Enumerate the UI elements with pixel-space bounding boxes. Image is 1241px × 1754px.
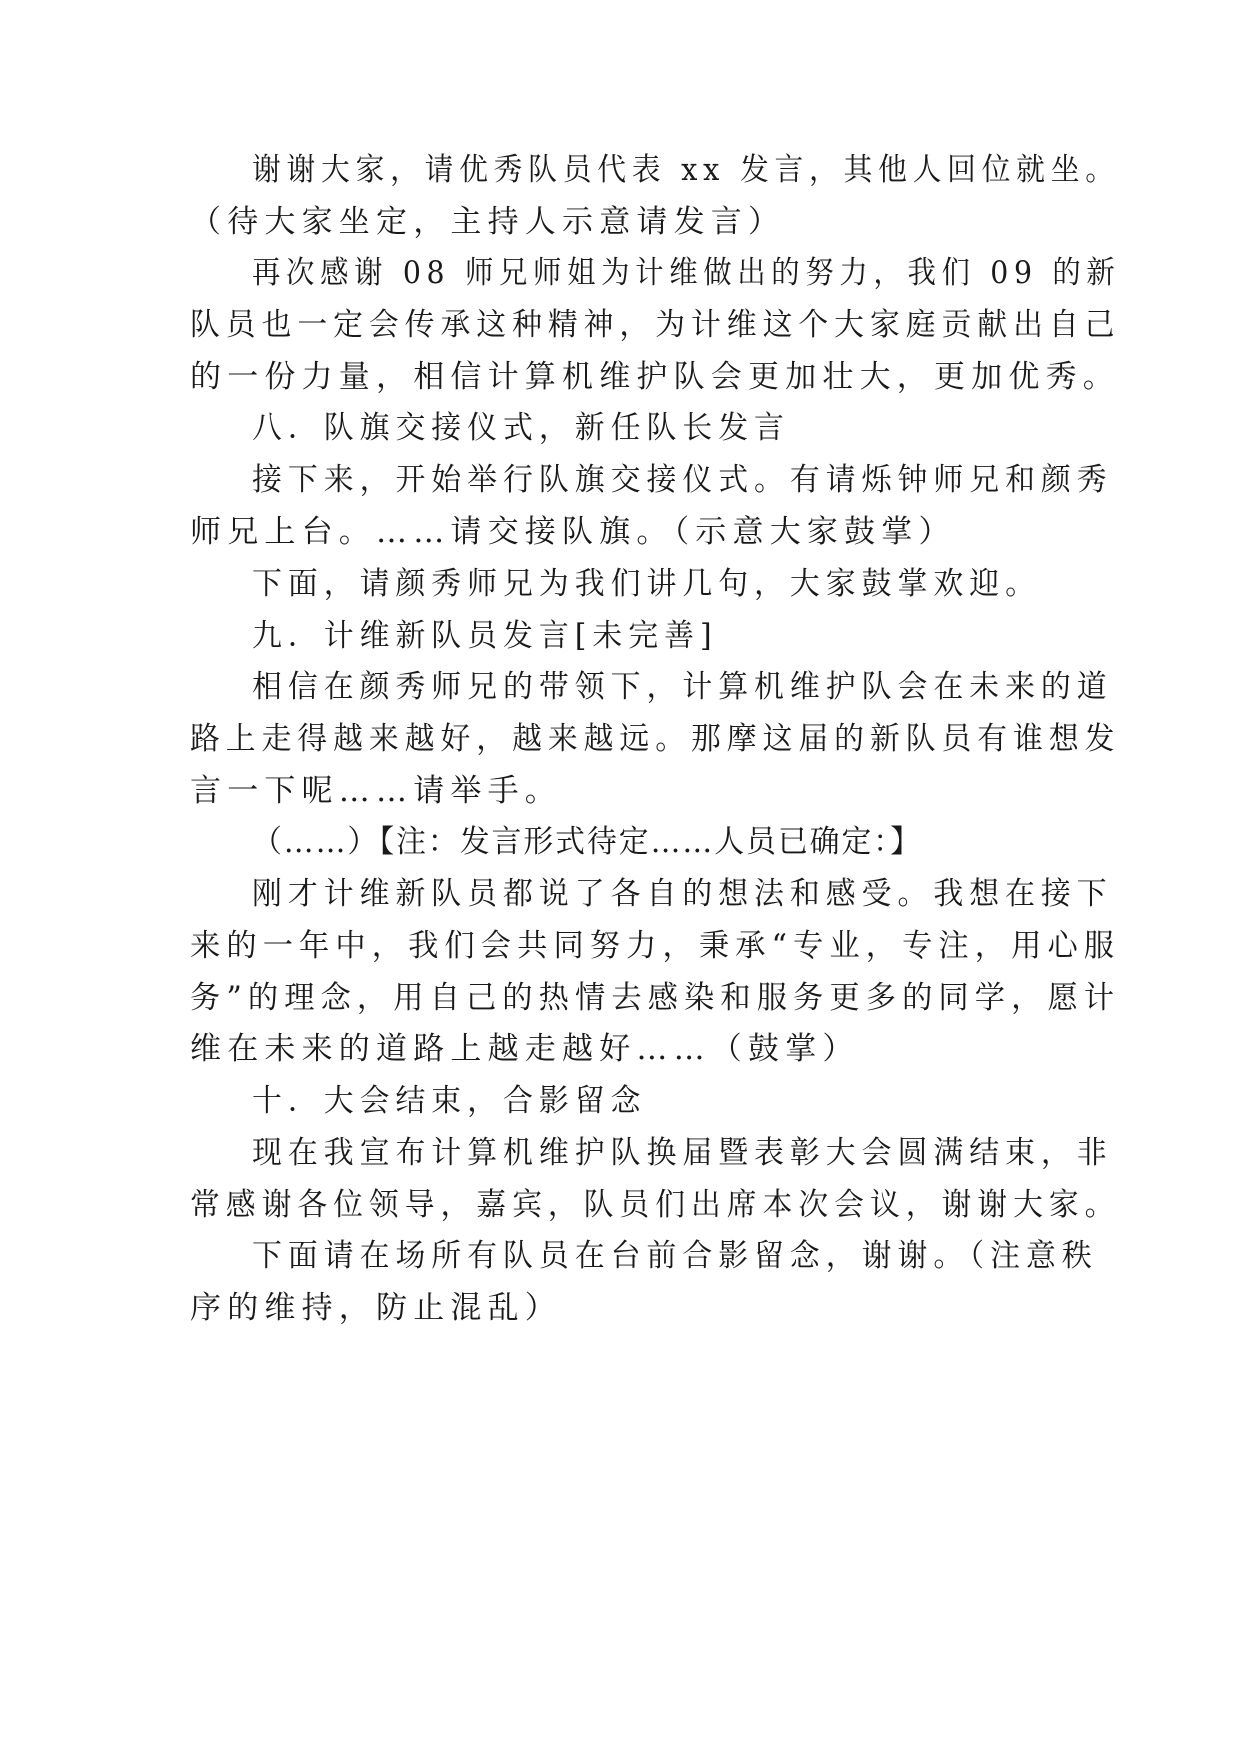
- paragraph-line: 言一下呢……请举手。: [190, 773, 562, 809]
- paragraph-line: 相信在颜秀师兄的带领下，计算机维护队会在未来的道: [252, 669, 1113, 705]
- paragraph-line: 下面请在场所有队员在台前合影留念，谢谢。（注意秩: [252, 1238, 1098, 1274]
- paragraph-line: 维在未来的道路上越走越好……（鼓掌）: [190, 1031, 860, 1067]
- paragraph-line: 务”的理念，用自己的热情去感染和服务更多的同学，愿计: [190, 980, 1121, 1016]
- paragraph-line: 刚才计维新队员都说了各自的想法和感受。我想在接下: [252, 876, 1113, 912]
- paragraph-line: 下面，请颜秀师兄为我们讲几句，大家鼓掌欢迎。: [252, 566, 1041, 602]
- paragraph-line: 常感谢各位领导，嘉宾，队员们出席本次会议，谢谢大家。: [190, 1187, 1121, 1223]
- paragraph-line: 现在我宣布计算机维护队换届暨表彰大会圆满结束，非: [252, 1135, 1113, 1171]
- paragraph-line: 队员也一定会传承这种精神，为计维这个大家庭贡献出自己: [190, 307, 1121, 343]
- note-line: （……）【注：发言形式待定……人员已确定：】: [252, 824, 922, 860]
- section-heading: 八．队旗交接仪式，新任队长发言: [252, 410, 790, 446]
- paragraph-line: 来的一年中，我们会共同努力，秉承“专业，专注，用心服: [190, 928, 1121, 964]
- paragraph-line: 的一份力量，相信计算机维护队会更加壮大，更加优秀。: [190, 359, 1120, 395]
- paragraph-line: 接下来，开始举行队旗交接仪式。有请烁钟师兄和颜秀: [252, 462, 1113, 498]
- paragraph-line: 师兄上台。……请交接队旗。（示意大家鼓掌）: [190, 514, 956, 550]
- paragraph-line: 路上走得越来越好，越来越远。那摩这届的新队员有谁想发: [190, 721, 1121, 757]
- paragraph-line: 序的维持，防止混乱）: [190, 1290, 562, 1326]
- paragraph-line: （待大家坐定，主持人示意请发言）: [190, 204, 786, 240]
- paragraph-line: 谢谢大家，请优秀队员代表 xx 发言，其他人回位就坐。: [252, 152, 1120, 188]
- section-heading: 十．大会结束，合影留念: [252, 1083, 647, 1119]
- section-heading: 九．计维新队员发言[未完善]: [252, 618, 718, 654]
- paragraph-line: 再次感谢 08 师兄师姐为计维做出的努力，我们 09 的新: [252, 255, 1121, 291]
